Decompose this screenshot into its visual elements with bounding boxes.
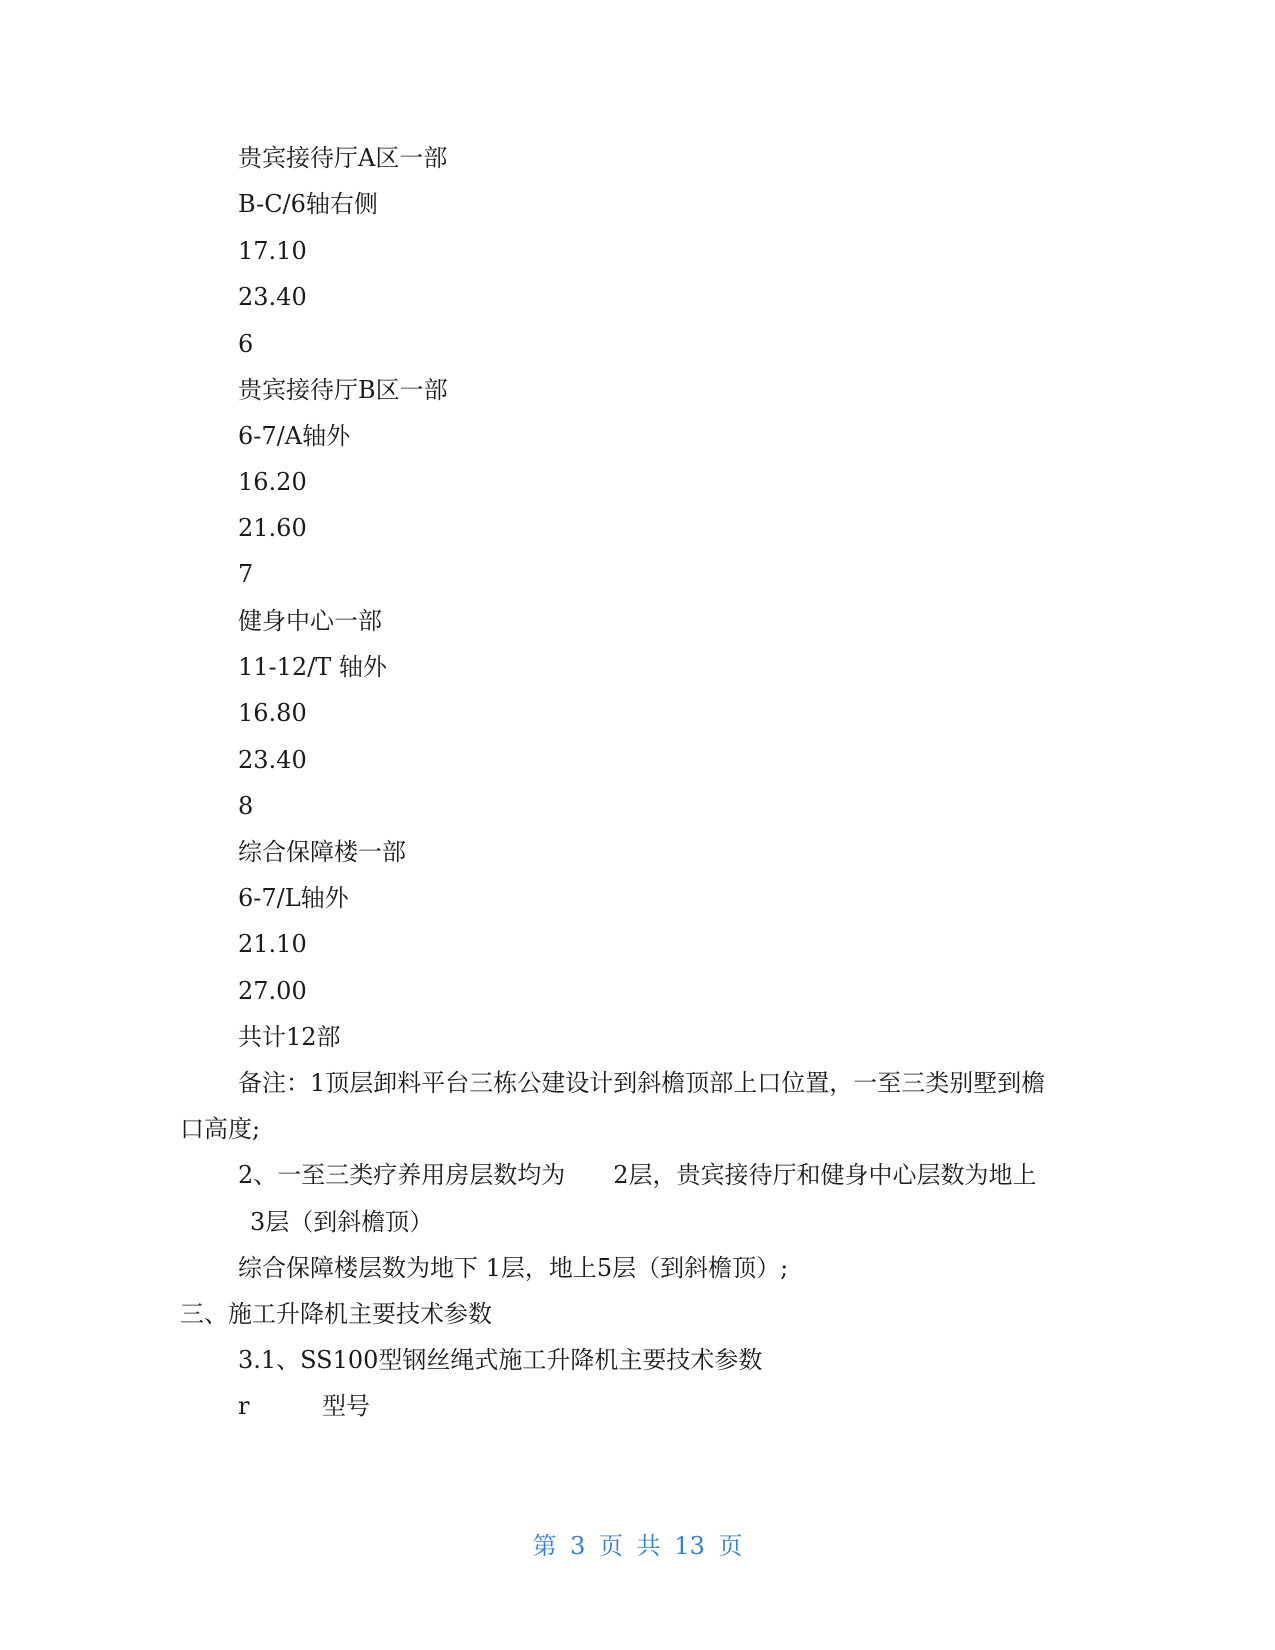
- text-line-5: 6: [238, 330, 254, 358]
- text-line-15: 8: [238, 792, 254, 820]
- note-line-5: 综合保障楼层数为地下 1层，地上5层（到斜檐顶）;: [238, 1254, 789, 1282]
- note-line-2: 口高度;: [180, 1115, 261, 1143]
- text-line-7: 6-7/A轴外: [238, 422, 351, 450]
- text-line-6: 贵宾接待厅B区一部: [238, 376, 448, 404]
- text-line-9: 21.60: [238, 514, 307, 542]
- text-line-1: 贵宾接待厅A区一部: [238, 144, 448, 172]
- text-line-4: 23.40: [238, 283, 307, 311]
- note-line-3: 2、一至三类疗养用房层数均为 2层，贵宾接待厅和健身中心层数为地上: [238, 1161, 1037, 1189]
- subsection-heading: 3.1、SS100型钢丝绳式施工升降机主要技术参数: [238, 1346, 763, 1374]
- text-line-11: 健身中心一部: [238, 607, 382, 635]
- text-line-10: 7: [238, 560, 254, 588]
- page-footer: 第 3 页 共 13 页: [532, 1532, 743, 1560]
- text-line-16: 综合保障楼一部: [238, 838, 406, 866]
- text-line-14: 23.40: [238, 746, 307, 774]
- text-line-18: 21.10: [238, 930, 307, 958]
- text-line-19: 27.00: [238, 977, 307, 1005]
- note-line-1: 备注：1顶层卸料平台三栋公建设计到斜檐顶部上口位置，一至三类别墅到檐: [238, 1069, 1046, 1097]
- table-cell-marker: r: [238, 1392, 250, 1420]
- note-line-4: 3层（到斜檐顶）: [250, 1208, 434, 1236]
- text-line-20: 共计12部: [238, 1023, 341, 1051]
- text-line-2: B-C/6轴右侧: [238, 190, 378, 218]
- text-line-13: 16.80: [238, 699, 307, 727]
- text-line-8: 16.20: [238, 468, 307, 496]
- text-line-17: 6-7/L轴外: [238, 884, 349, 912]
- section-heading: 三、施工升降机主要技术参数: [180, 1300, 492, 1328]
- table-header-model: 型号: [322, 1392, 370, 1420]
- text-line-3: 17.10: [238, 237, 307, 265]
- text-line-12: 11-12/T 轴外: [238, 653, 387, 681]
